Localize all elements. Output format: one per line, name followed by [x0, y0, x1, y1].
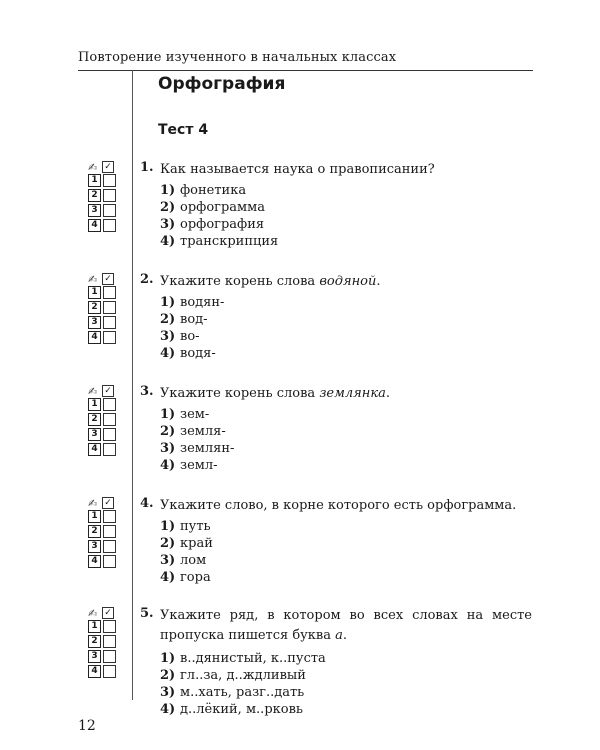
question-keyword: землянка — [319, 386, 386, 401]
answer-number-box: 2 — [88, 301, 101, 314]
answer-option-number: 2) — [160, 424, 176, 439]
answer-option[interactable] — [160, 182, 278, 199]
header-rule — [78, 70, 533, 71]
question-text — [160, 606, 532, 646]
answer-option[interactable] — [160, 311, 224, 328]
marker-row — [88, 496, 120, 510]
marker-row — [88, 606, 120, 620]
answer-box-row — [88, 286, 120, 299]
answer-checkbox[interactable] — [103, 650, 116, 663]
answer-option-text: вод- — [180, 312, 208, 327]
answer-checkbox[interactable] — [103, 525, 116, 538]
answer-number-box: 3 — [88, 428, 101, 441]
answer-box-row — [88, 443, 120, 456]
answer-option-number: 1) — [160, 519, 176, 534]
answer-option[interactable] — [160, 345, 224, 362]
answer-options — [160, 518, 213, 586]
answer-checkbox[interactable] — [103, 316, 116, 329]
answer-option-number: 2) — [160, 200, 176, 215]
answer-checkbox[interactable] — [103, 443, 116, 456]
answer-number-box: 1 — [88, 286, 101, 299]
answer-option-number: 3) — [160, 441, 176, 456]
checkbox-icon: ✓ — [102, 385, 114, 397]
answer-checkbox[interactable] — [103, 555, 116, 568]
answer-box-row — [88, 428, 120, 441]
answer-option-text: во- — [180, 329, 200, 344]
answer-option-number: 3) — [160, 217, 176, 232]
question-text-main: Укажите корень слова — [160, 386, 320, 401]
answer-number-box: 3 — [88, 316, 101, 329]
pencil-icon: ✍ — [88, 496, 98, 510]
answer-checkbox[interactable] — [103, 204, 116, 217]
marker-row — [88, 272, 120, 286]
answer-option[interactable] — [160, 650, 326, 667]
answer-option[interactable] — [160, 667, 326, 684]
question-text-main: Как называется наука о правописании? — [160, 162, 435, 177]
page-number: 12 — [78, 718, 96, 734]
answer-checkbox[interactable] — [103, 301, 116, 314]
answer-option-text: путь — [180, 519, 211, 534]
answer-option-text: земл- — [180, 458, 218, 473]
answer-box-row — [88, 650, 120, 663]
answer-checkbox[interactable] — [103, 331, 116, 344]
question-number: 3. — [140, 384, 154, 399]
answer-option-number: 1) — [160, 295, 176, 310]
answer-option-number: 2) — [160, 536, 176, 551]
answer-number-box: 4 — [88, 665, 101, 678]
section-title: Орфография — [158, 74, 286, 94]
answer-option-number: 4) — [160, 702, 176, 717]
answer-option-text: гора — [180, 570, 211, 585]
answer-option-text: земля- — [180, 424, 226, 439]
answer-option[interactable] — [160, 233, 278, 250]
answer-checkbox[interactable] — [103, 540, 116, 553]
answer-box-row — [88, 555, 120, 568]
answer-option-text: край — [180, 536, 213, 551]
answer-number-box: 3 — [88, 650, 101, 663]
answer-box-row — [88, 510, 120, 523]
question-text-end: . — [376, 274, 381, 289]
answer-option[interactable] — [160, 518, 213, 535]
answer-option[interactable] — [160, 216, 278, 233]
question-text — [160, 272, 532, 292]
answer-number-box: 2 — [88, 635, 101, 648]
answer-checkbox[interactable] — [103, 620, 116, 633]
answer-box-row — [88, 665, 120, 678]
answer-checkbox[interactable] — [103, 174, 116, 187]
answer-box-row — [88, 331, 120, 344]
answer-checkbox[interactable] — [103, 510, 116, 523]
answer-checkbox[interactable] — [103, 635, 116, 648]
answer-option[interactable] — [160, 440, 234, 457]
checkbox-icon: ✓ — [102, 161, 114, 173]
answer-option-number: 1) — [160, 407, 176, 422]
answer-option-text: землян- — [180, 441, 235, 456]
answer-checkbox[interactable] — [103, 286, 116, 299]
question-keyword: водяной — [319, 274, 377, 289]
answer-option-text: орфограмма — [180, 200, 266, 215]
answer-box-row — [88, 204, 120, 217]
answer-option-number: 3) — [160, 329, 176, 344]
answer-number-box: 2 — [88, 413, 101, 426]
checkbox-icon: ✓ — [102, 273, 114, 285]
test-title: Тест 4 — [158, 122, 209, 138]
answer-box-row — [88, 301, 120, 314]
answer-option-text: фонетика — [180, 183, 247, 198]
answer-option-text: зем- — [180, 407, 210, 422]
answer-checkbox[interactable] — [103, 665, 116, 678]
answer-grid — [88, 160, 120, 234]
answer-grid — [88, 272, 120, 346]
pencil-icon: ✍ — [88, 384, 98, 398]
answer-box-row — [88, 219, 120, 232]
answer-number-box: 1 — [88, 398, 101, 411]
answer-number-box: 1 — [88, 620, 101, 633]
answer-checkbox[interactable] — [103, 219, 116, 232]
answer-number-box: 4 — [88, 443, 101, 456]
marker-row — [88, 384, 120, 398]
question-number: 2. — [140, 272, 154, 287]
marker-row — [88, 160, 120, 174]
answer-box-row — [88, 398, 120, 411]
question-text — [160, 384, 532, 404]
answer-option-number: 4) — [160, 346, 176, 361]
answer-option[interactable] — [160, 535, 213, 552]
answer-option-text: водя- — [180, 346, 216, 361]
answer-number-box: 4 — [88, 331, 101, 344]
question-text — [160, 160, 532, 180]
question-number: 4. — [140, 496, 154, 511]
answer-checkbox[interactable] — [103, 189, 116, 202]
pencil-icon: ✍ — [88, 606, 98, 620]
pencil-icon: ✍ — [88, 160, 98, 174]
answer-number-box: 3 — [88, 540, 101, 553]
answer-number-box: 1 — [88, 174, 101, 187]
answer-number-box: 2 — [88, 525, 101, 538]
answer-number-box: 2 — [88, 189, 101, 202]
answer-checkbox[interactable] — [103, 428, 116, 441]
answer-option-number: 4) — [160, 458, 176, 473]
question-text-main: Укажите ряд, в котором во всех словах на месте пропуска пишется буква — [160, 608, 532, 643]
question-text-end: . — [385, 386, 390, 401]
answer-option[interactable] — [160, 328, 224, 345]
answer-box-row — [88, 635, 120, 648]
answer-option[interactable] — [160, 457, 234, 474]
answer-box-row — [88, 620, 120, 633]
answer-option-number: 1) — [160, 183, 176, 198]
answer-option-text: лом — [180, 553, 207, 568]
answer-option-number: 3) — [160, 685, 176, 700]
answer-option-number: 4) — [160, 234, 176, 249]
answer-option-text: д..лёкий, м..рковь — [180, 702, 303, 717]
answer-box-row — [88, 540, 120, 553]
answer-option-text: орфография — [180, 217, 265, 232]
answer-option-text: водян- — [180, 295, 225, 310]
question-text-main: Укажите корень слова — [160, 274, 320, 289]
answer-option-text: транскрипция — [180, 234, 279, 249]
answer-option[interactable] — [160, 569, 213, 586]
answer-option-number: 3) — [160, 553, 176, 568]
answer-checkbox[interactable] — [103, 398, 116, 411]
answer-option[interactable] — [160, 701, 326, 718]
answer-option[interactable] — [160, 199, 278, 216]
margin-rule — [132, 70, 133, 700]
question-text-main: Укажите слово, в корне которого есть орфограмма. — [160, 498, 517, 513]
answer-box-row — [88, 525, 120, 538]
running-header: Повторение изученного в начальных классах — [78, 50, 397, 65]
answer-box-row — [88, 413, 120, 426]
answer-box-row — [88, 316, 120, 329]
answer-number-box: 4 — [88, 219, 101, 232]
question-text-end: . — [342, 628, 348, 643]
answer-options — [160, 294, 224, 362]
answer-box-row — [88, 189, 120, 202]
question-number: 1. — [140, 160, 154, 175]
checkbox-icon: ✓ — [102, 607, 114, 619]
answer-options — [160, 650, 326, 718]
answer-option-number: 2) — [160, 312, 176, 327]
answer-option[interactable] — [160, 423, 234, 440]
answer-options — [160, 182, 278, 250]
question-number: 5. — [140, 606, 154, 621]
question-keyword: а — [335, 628, 343, 643]
answer-options — [160, 406, 234, 474]
answer-number-box: 4 — [88, 555, 101, 568]
question-text — [160, 496, 532, 516]
answer-option[interactable] — [160, 684, 326, 701]
answer-grid — [88, 606, 120, 680]
answer-grid — [88, 384, 120, 458]
answer-option-number: 1) — [160, 651, 176, 666]
answer-option-number: 4) — [160, 570, 176, 585]
answer-option[interactable] — [160, 294, 224, 311]
answer-option-text: гл..за, д..ждливый — [180, 668, 306, 683]
checkbox-icon: ✓ — [102, 497, 114, 509]
answer-option[interactable] — [160, 406, 234, 423]
answer-grid — [88, 496, 120, 570]
answer-option-text: м..хать, разг..дать — [180, 685, 305, 700]
answer-number-box: 3 — [88, 204, 101, 217]
answer-number-box: 1 — [88, 510, 101, 523]
answer-checkbox[interactable] — [103, 413, 116, 426]
answer-option-number: 2) — [160, 668, 176, 683]
answer-option-text: в..дянистый, к..пуста — [180, 651, 326, 666]
answer-box-row — [88, 174, 120, 187]
pencil-icon: ✍ — [88, 272, 98, 286]
answer-option[interactable] — [160, 552, 213, 569]
